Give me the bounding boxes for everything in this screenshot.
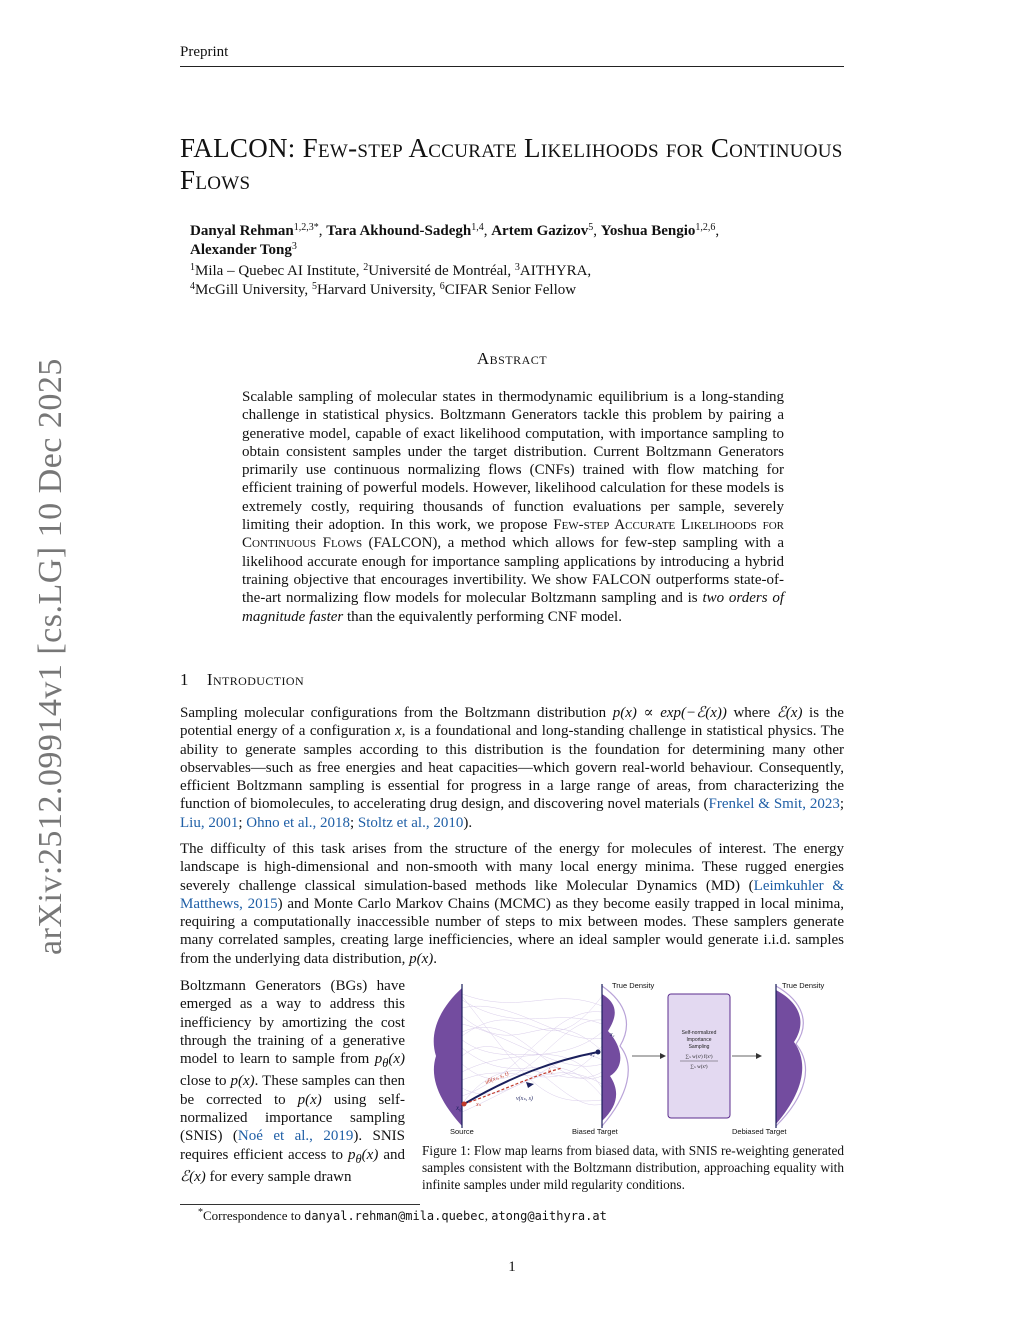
- label-flow-map: uθ(xₛ, s, t): [484, 1070, 510, 1086]
- biased-target-density: [602, 994, 620, 1121]
- label-xs: xₛ: [476, 1102, 481, 1108]
- author-affil: 1,4: [471, 222, 484, 233]
- affil-text: Harvard University,: [316, 282, 440, 298]
- abstract-text: Scalable sampling of molecular states in thermodynamic equilibrium is a long-standing challenge in statistical physics. Boltzmann Generators tackle this problem by pairing a generative model, capable of exact likelihood computation, with importance sampling to obtain consistent samples under the target distribution. Current Boltzmann Generators primarily use continuous normalizing flows (CNFs) trained with flow matching for efficient training of powerful models. However, likelihood calculation for these models is extremely costly, requiring thousands of function evaluations per sample, severely limiting their adoption. In this work, we propose: [242, 389, 784, 534]
- arrow-head: [756, 1053, 762, 1059]
- math-inline: $p_\theta(x)$: [374, 1051, 405, 1071]
- math-inline: ℰ(x): [180, 1168, 206, 1185]
- citation-link[interactable]: Ohno et al., 2018: [246, 814, 350, 831]
- end-point: [596, 1050, 601, 1055]
- email-link[interactable]: danyal.rehman@mila.quebec: [304, 1209, 485, 1223]
- affil-mark: 3: [514, 262, 520, 273]
- footnote: *Correspondence to danyal.rehman@mila.quebec, atong@aithyra.at: [198, 1207, 607, 1223]
- figure-caption: Figure 1: Flow map learns from biased data, with SNIS re-weighting generated samples consistent with the Boltzmann distribution, approaching equality with infinite samples under mild regularity conditions.: [422, 1143, 844, 1192]
- intro-paragraph-2: The difficulty of this task arises from the structure of the energy for molecules of interest. The energy landscape is high-dimensional and non-smooth with many local energy minima. These rugged energies severely challenge classical simulation-based methods like Molecular Dynamics (MD) (Leimkuhler & Matthews, 2015) and Monte Carlo Markov Chains (MCMC) as they become easily trapped in local minima, requiring a computationally inaccessible number of steps to mix between modes. These samplers generate many correlated samples, creating large inefficiencies, where an ideal sampler would generate i.i.d. samples from the underlying data distribution, p(x).: [180, 841, 844, 967]
- affil-mark: 5: [311, 281, 317, 292]
- velocity-arrow: [526, 1082, 534, 1088]
- author-name: Danyal Rehman: [190, 223, 294, 239]
- running-header: Preprint: [180, 44, 229, 60]
- section-heading: [180, 670, 322, 690]
- paper-title: FALCON: Few-step Accurate Likelihoods for Continuous Flows: [180, 133, 843, 195]
- page-number: 1: [508, 1259, 516, 1275]
- math-inline: x: [395, 723, 402, 740]
- citation-link[interactable]: Noé et al., 2019: [237, 1128, 354, 1145]
- affil-text: AITHYRA,: [519, 263, 592, 279]
- snis-label: Self-normalized: [681, 1030, 717, 1036]
- footnote-mark: *: [198, 1207, 203, 1218]
- author-affil: 5: [588, 222, 594, 233]
- citation-link[interactable]: Liu, 2001: [180, 814, 239, 831]
- method-name: Few-step Accurate Likelihoods for Continuous Flows: [242, 517, 784, 552]
- affiliations: [190, 262, 830, 300]
- author-affil: 1,2,3*: [293, 222, 319, 233]
- intro-paragraph-1: Sampling molecular configurations from the Boltzmann distribution p(x) ∝ exp(−ℰ(x)) where ℰ(x) is the potential energy of a configuration x, is a foundational and long-standing challenge in statistical physics. The ability to generate samples according to this distribution is the foundation for determining many other observables—such as free energies and heat capacities—which govern real-world behaviour. Consequently, efficient Boltzmann sampling is essential for progress in a large range of areas, from characterizing the function of biomolecules, to accelerating drug design, and discovering novel materials (Frenkel & Smit, 2023; Liu, 2001; Ohno et al., 2018; Stoltz et al., 2010).: [180, 705, 845, 831]
- label-x1: x₁: [590, 1052, 595, 1058]
- citation-link[interactable]: Stoltz et al., 2010: [357, 814, 464, 831]
- affil-mark: 4: [190, 281, 195, 292]
- affil-mark: 2: [363, 262, 369, 273]
- math-inline: ℰ(x): [776, 705, 803, 721]
- label-source: Source: [450, 1127, 474, 1136]
- snis-label: Importance: [686, 1037, 712, 1043]
- label-debiased-target: Debiased Target: [732, 1127, 787, 1136]
- abstract-body: [242, 388, 784, 626]
- email-link[interactable]: atong@aithyra.at: [491, 1209, 607, 1223]
- start-point: [462, 1102, 467, 1107]
- math-inline: $p_\theta(x)$: [348, 1146, 379, 1166]
- affil-mark: 6: [439, 281, 445, 292]
- math-inline: p(x): [297, 1091, 322, 1108]
- affil-mark: 1: [190, 262, 195, 273]
- label-x0: x₀: [456, 1104, 462, 1112]
- header-rule: [180, 66, 844, 67]
- affil-text: Université de Montréal,: [368, 263, 515, 279]
- snis-formula-denominator: ∑ₛ w(xˢ): [690, 1065, 708, 1070]
- author-name: Artem Gazizov: [491, 223, 589, 239]
- math-inline: p(x): [230, 1073, 255, 1090]
- footnote-rule: [180, 1204, 420, 1205]
- snis-label: Sampling: [688, 1044, 710, 1050]
- debiased-target-density: [776, 990, 802, 1124]
- abstract-emphasis: two orders of magnitude faster: [242, 590, 784, 625]
- abstract-text: than the equivalently performing CNF model.: [343, 608, 622, 625]
- label-true-density: True Density: [612, 981, 655, 990]
- author-name: Yoshua Bengio: [600, 223, 696, 239]
- intro-paragraph-3: Boltzmann Generators (BGs) have emerged as a way to address this inefficiency by amortizing the cost through the training of a generative model to learn to sample from $p_\theta(x)$ close to p(x). These samples can then be corrected to p(x) using self-normalized importance sampling (SNIS) (Noé et al., 2019). SNIS requires efficient access to $p_\theta(x)$ and ℰ(x) for every sample drawn: [180, 978, 406, 1185]
- section-title: Introduction: [206, 670, 305, 689]
- affil-text: McGill University,: [195, 282, 312, 298]
- author-affil: 1,2,6: [695, 222, 716, 233]
- affil-text: CIFAR Senior Fellow: [444, 282, 577, 298]
- affil-text: Mila – Quebec AI Institute,: [195, 263, 364, 279]
- label-biased-target: Biased Target: [572, 1127, 618, 1136]
- math-inline: p(x): [409, 950, 434, 967]
- label-x1-right: x₁: [610, 1032, 615, 1038]
- snis-formula-numerator: ∑ₛ w(xˢ) f(xˢ): [685, 1055, 713, 1060]
- figure-flow-map: [422, 976, 844, 1141]
- arrow-head: [660, 1053, 666, 1059]
- citation-link[interactable]: Leimkuhler & Matthews, 2015: [180, 877, 844, 912]
- label-x1-hat: x̂₁: [548, 1069, 553, 1075]
- abstract-heading: Abstract: [476, 349, 548, 368]
- math-inline: p(x) ∝ exp(−ℰ(x)): [612, 705, 727, 721]
- author-name: Alexander Tong: [190, 242, 292, 258]
- abstract-text: (FALCON), a method which allows for few-step sampling with a likelihood accurate enough for importance sampling applications by introducing a hybrid training objective that encourages invertibility. We show FALCON outperforms state-of-the-art normalizing flow models for molecular Boltzmann sampling and is: [242, 535, 784, 607]
- label-velocity: v(xₛ, s): [516, 1096, 533, 1102]
- citation-link[interactable]: Frenkel & Smit, 2023: [708, 796, 840, 813]
- author-name: Tara Akhound-Sadegh: [326, 223, 472, 239]
- section-number: 1: [180, 670, 189, 689]
- author-affil: 3: [291, 241, 297, 252]
- author-list: Danyal Rehman$^{1,2,3*}$, Tara Akhound-Sadegh$^{1,4}$, Artem Gazizov$^5$, Yoshua Bengio$^{1,2,6}$, Alexander Tong$^3$: [190, 222, 720, 258]
- arxiv-identifier: arXiv:2512.09914v1 [cs.LG] 10 Dec 2025: [32, 358, 69, 955]
- footnote-text: Correspondence to: [203, 1208, 305, 1223]
- label-true-density: True Density: [782, 981, 825, 990]
